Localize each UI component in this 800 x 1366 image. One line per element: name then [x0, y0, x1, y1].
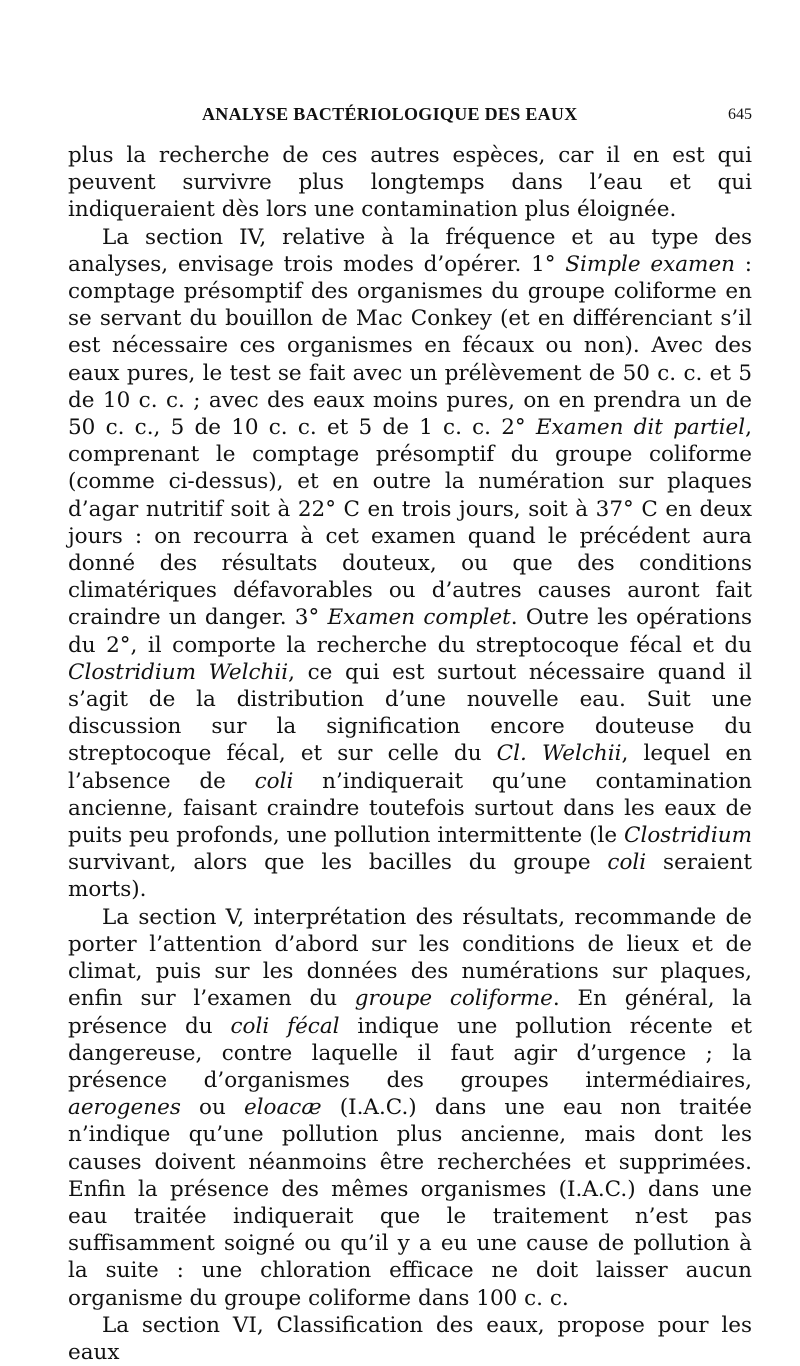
italic-text: coli — [607, 850, 647, 876]
italic-text: eloacæ — [243, 1095, 322, 1121]
body-text — [68, 142, 752, 1366]
text-segment: ou — [180, 1095, 244, 1121]
text-segment: , comprenant le comptage présomptif du groupe coliforme (comme ci-dessus), et en outre la numération sur plaques d’agar nutritif soit à 22° C en trois jours, soit à 37° C en deux jours : on recourra à cet examen quand le précédent aura donné des résultats douteux, ou que des conditions climatériques défavorables ou d’autres causes auront fait craindre un danger. 3° — [68, 415, 752, 631]
text-segment: , lequel en l’absence de — [68, 741, 752, 794]
text-segment: . En général, la présence du — [68, 986, 753, 1039]
paragraph — [68, 224, 752, 904]
running-title: ANALYSE BACTÉRIOLOGIQUE DES EAUX — [202, 104, 578, 124]
page-number: 645 — [728, 106, 752, 123]
italic-text: aerogenes — [68, 1095, 181, 1121]
italic-text: Examen complet — [327, 605, 511, 631]
text-segment: La section IV, relative à la fréquence et au type des analyses, envisage trois modes d’opérer. 1° — [68, 224, 752, 277]
text-segment: indique une pollution récente et dangereuse, contre laquelle il faut agir d’urgence ; la présence d’organismes des groupes intermédiaires, — [68, 1013, 752, 1093]
text-segment: , ce qui est surtout nécessaire quand il s’agit de la distribution d’une nouvelle eau. Suit une discussion sur la signification encore douteuse du streptocoque fécal, et sur celle du — [68, 659, 752, 767]
text-segment: n’indiquerait qu’une contamination ancienne, faisant craindre toutefois surtout dans les eaux de puits peu profonds, une pollution intermittente (le — [68, 768, 752, 849]
text-segment: La section VI, Classification des eaux, propose pour les eaux — [68, 1312, 752, 1365]
italic-text: Clostridium Welchii — [68, 659, 289, 685]
italic-text: Clostridium — [624, 823, 752, 849]
text-segment: . Outre les opérations du 2°, il comporte la recherche du streptocoque fécal et du — [68, 605, 753, 658]
paragraph — [68, 1312, 752, 1366]
text-segment: seraient morts). — [68, 850, 752, 903]
text-segment: survivant, alors que les bacilles du groupe — [68, 850, 608, 876]
italic-text: coli — [254, 768, 294, 794]
italic-text: Cl. Welchii — [496, 741, 622, 767]
running-head — [68, 100, 752, 130]
paragraph — [68, 142, 752, 224]
italic-text: Simple examen — [565, 251, 736, 277]
text-segment: (I.A.C.) dans une eau non traitée n’indique qu’une pollution plus ancienne, mais dont les causes doivent néanmoins être recherchées et supprimées. Enfin la présence des mêmes organismes (I.A.C.) dans une eau traitée indiquerait que le traitement n’est pas suffisamment soigné ou qu’il y a eu une cause de pollution à la suite : une chloration efficace ne doit laisser aucun organisme du groupe coliforme dans 100 c. c. — [68, 1095, 752, 1311]
page — [68, 100, 752, 1366]
italic-text: coli fécal — [230, 1013, 340, 1039]
text-segment: plus la recherche de ces autres espèces, car il en est qui peuvent survivre plus longtemps dans l’eau et qui indiqueraient dès lors une contamination plus éloignée. — [68, 143, 752, 223]
italic-text: Examen dit partiel — [535, 415, 746, 441]
italic-text: groupe coliforme — [354, 986, 553, 1012]
text-segment: : comptage présomptif des organismes du groupe coliforme en se servant du bouillon de Mac Conkey (et en différenciant s’il est nécessaire ces organismes en fécaux ou non). Avec des eaux pures, le test se fait avec un prélèvement de 50 c. c. et 5 de 10 c. c. ; avec des eaux moins pures, on en prendra un de 50 c. c., 5 de 10 c. c. et 5 de 1 c. c. 2° — [68, 251, 752, 441]
text-segment: La section V, interprétation des résultats, recommande de porter l’attention d’abord sur les conditions de lieux et de climat, puis sur les données des numérations sur plaques, enfin sur l’examen du — [68, 904, 752, 1012]
paragraph — [68, 904, 752, 1312]
